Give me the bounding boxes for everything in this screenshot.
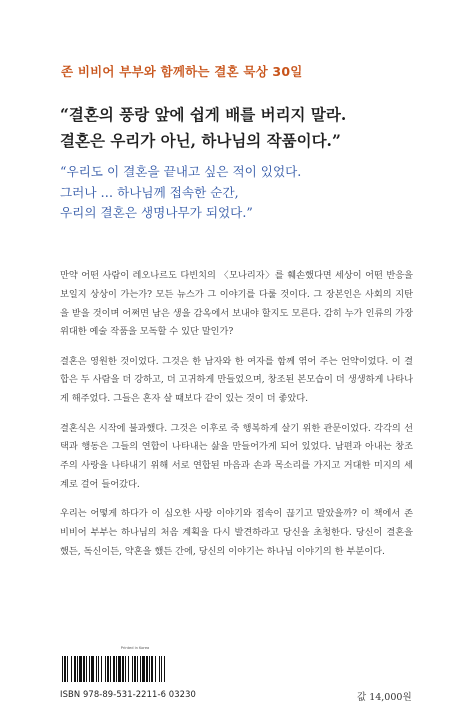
headline [60,102,440,154]
quote-line: 그러나 … 하나님께 접속한 순간, [60,184,239,200]
body-paragraph: 우리는 어떻게 하다가 이 심오한 사랑 이야기와 접속이 끊기고 말았을까? 이 책에서 존 비비어 부부는 하나님의 처음 계획을 다시 발견하라고 당신을 초청한다. 당신이 결혼을 했든, 독신이든, 약혼을 했든 간에, 당신의 이야기는 하나님 이야기의 한 부분이다. [60,508,413,557]
body-paragraph: 결혼식은 시작에 불과했다. 그것은 이후로 죽 행복하게 살기 위한 관문이었다. 각각의 선택과 행동은 그들의 연합이 나타내는 삶을 만들어가게 되어 있었다. 남편과 아내는 창조주의 사랑을 나타내기 위해 서로 연합된 마음과 손과 목소리를 가지고 거대한 미지의 세계로 걸어 들어갔다. [60,422,413,490]
series-title: 존 비비어 부부와 함께하는 결혼 묵상 30일 [61,64,303,79]
pull-quote [60,162,440,224]
body-text [60,267,413,572]
quote-line: 우리의 결혼은 생명나무가 되었다.” [60,205,253,220]
body-paragraph: 만약 어떤 사람이 레오나르도 다빈치의 〈모나리자〉를 훼손했다면 세상이 어떤 반응을 보일지 상상이 가는가? 모든 뉴스가 그 이야기를 다룰 것이다. 그 장본인은 사회의 지탄을 받을 것이며 어쩌면 남은 생을 감옥에서 보내야 할지도 모른다. 감히 누가 인류의 가장 위대한 예술 작품을 모독할 수 있단 말인가? [60,270,413,338]
isbn-number: ISBN 978-89-531-2211-6 03230 [60,689,196,699]
headline-line: 결혼은 우리가 아닌, 하나님의 작품이다.” [60,131,341,150]
printed-in-label: Printed in Korea [120,646,150,650]
headline-line: “결혼의 풍랑 앞에 쉽게 배를 버리지 말라. [60,105,347,124]
quote-line: “우리도 이 결혼을 끝내고 싶은 적이 있었다. [60,164,302,179]
body-paragraph: 결혼은 영원한 것이었다. 그것은 한 남자와 한 여자를 함께 엮어 주는 언약이었다. 이 결합은 두 사람을 더 강하고, 더 고귀하게 만들었으며, 창조된 본모습이 더 생생하게 나타나게 해주었다. 그들은 혼자 살 때보다 같이 있는 것이 더 좋았다. [60,355,413,405]
barcode-block [60,646,210,705]
price-label: 값 14,000원 [357,692,412,703]
barcode-image [62,656,208,682]
